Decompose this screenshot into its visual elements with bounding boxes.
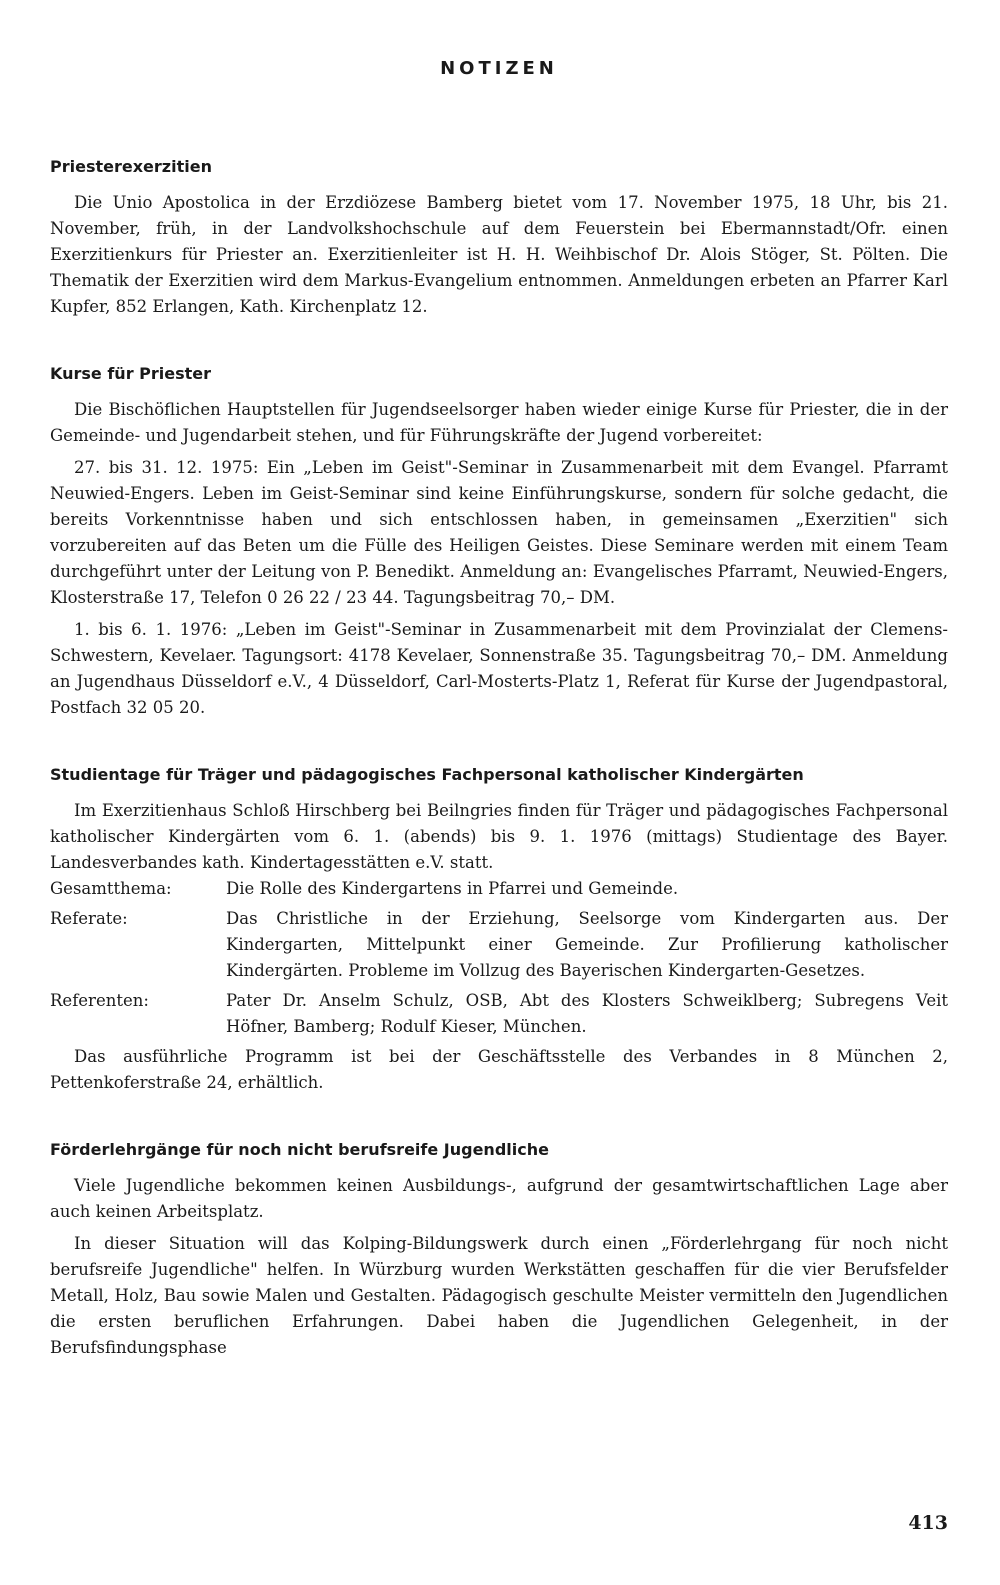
section-heading: Priesterexerzitien (50, 157, 212, 176)
definition-label: Referenten: (50, 991, 149, 1010)
page-title: NOTIZEN (440, 58, 558, 79)
page-number: 413 (908, 1512, 948, 1534)
definition-value: Pater Dr. Anselm Schulz, OSB, Abt des Klosters Schweiklberg; Subregens Veit Höfner, Bamberg; Rodulf Kieser, München. (226, 991, 948, 1036)
section-kurse-fuer-priester (50, 364, 948, 721)
definition-row-referenten (50, 988, 948, 1040)
section-foerderlehrgaenge (50, 1140, 948, 1361)
document-page (50, 58, 948, 1405)
paragraph: Viele Jugendliche bekommen keinen Ausbildungs-, aufgrund der gesamtwirtschaftlichen Lage aber auch keinen Arbeitsplatz. (50, 1176, 948, 1221)
section-priesterexerzitien (50, 157, 948, 320)
section-heading: Förderlehrgänge für noch nicht berufsreife Jugendliche (50, 1140, 549, 1159)
definition-value: Die Rolle des Kindergartens in Pfarrei und Gemeinde. (226, 879, 679, 898)
definition-row-theme (50, 876, 948, 902)
paragraph: Das ausführliche Programm ist bei der Geschäftsstelle des Verbandes in 8 München 2, Pettenkoferstraße 24, erhältlich. (50, 1047, 948, 1092)
section-heading: Kurse für Priester (50, 364, 212, 383)
definition-value: Das Christliche in der Erziehung, Seelsorge vom Kindergarten aus. Der Kindergarten, Mittelpunkt einer Gemeinde. Zur Profilierung katholischer Kindergärten. Probleme im Vollzug des Bayerischen Kindergarten-Gesetzes. (226, 909, 948, 980)
section-heading: Studientage für Träger und pädagogisches Fachpersonal katholischer Kindergärten (50, 765, 804, 784)
definition-row-referate (50, 906, 948, 984)
paragraph: Die Bischöflichen Hauptstellen für Jugendseelsorger haben wieder einige Kurse für Priester, die in der Gemeinde- und Jugendarbeit stehen, und für Führungskräfte der Jugend vorbereitet: (50, 400, 948, 445)
definition-label: Referate: (50, 909, 128, 928)
paragraph: Die Unio Apostolica in der Erzdiözese Bamberg bietet vom 17. November 1975, 18 Uhr, bis 21. November, früh, in der Landvolkshochschule auf dem Feuerstein bei Ebermannstadt/Ofr. einen Exerzitienkurs für Priester an. Exerzitienleiter ist H. H. Weihbischof Dr. Alois Stöger, St. Pölten. Die Thematik der Exerzitien wird dem Markus-Evangelium entnommen. Anmeldungen erbeten an Pfarrer Karl Kupfer, 852 Erlangen, Kath. Kirchenplatz 12. (50, 193, 948, 316)
paragraph: 27. bis 31. 12. 1975: Ein „Leben im Geist"-Seminar in Zusammenarbeit mit dem Evangel. Pfarramt Neuwied-Engers. Leben im Geist-Seminar sind keine Einführungskurse, sondern für solche gedacht, die bereits Vorkenntnisse haben und sich entschlossen haben, in gemeinsamen „Exerzitien" sich vorzubereiten auf das Beten um die Fülle des Heiligen Geistes. Diese Seminare werden mit einem Team durchgeführt unter der Leitung von P. Benedikt. Anmeldung an: Evangelisches Pfarramt, Neuwied-Engers, Klosterstraße 17, Telefon 0 26 22 / 23 44. Tagungsbeitrag 70,– DM. (50, 458, 948, 607)
definition-label: Gesamtthema: (50, 879, 172, 898)
section-studientage (50, 765, 948, 1096)
paragraph: In dieser Situation will das Kolping-Bildungswerk durch einen „Förderlehrgang für noch nicht berufsreife Jugendliche" helfen. In Würzburg wurden Werkstätten geschaffen für die vier Berufsfelder Metall, Holz, Bau sowie Malen und Gestalten. Pädagogisch geschulte Meister vermitteln den Jugendlichen die ersten beruflichen Erfahrungen. Dabei haben die Jugendlichen Gelegenheit, in der Berufsfindungsphase (50, 1234, 948, 1357)
paragraph: Im Exerzitienhaus Schloß Hirschberg bei Beilngries finden für Träger und pädagogisches Fachpersonal katholischer Kindergärten vom 6. 1. (abends) bis 9. 1. 1976 (mittags) Studientage des Bayer. Landesverbandes kath. Kindertagesstätten e.V. statt. (50, 801, 948, 872)
paragraph: 1. bis 6. 1. 1976: „Leben im Geist"-Seminar in Zusammenarbeit mit dem Provinzialat der Clemens-Schwestern, Kevelaer. Tagungsort: 4178 Kevelaer, Sonnenstraße 35. Tagungsbeitrag 70,– DM. Anmeldung an Jugendhaus Düsseldorf e.V., 4 Düsseldorf, Carl-Mosterts-Platz 1, Referat für Kurse der Jugendpastoral, Postfach 32 05 20. (50, 620, 948, 717)
